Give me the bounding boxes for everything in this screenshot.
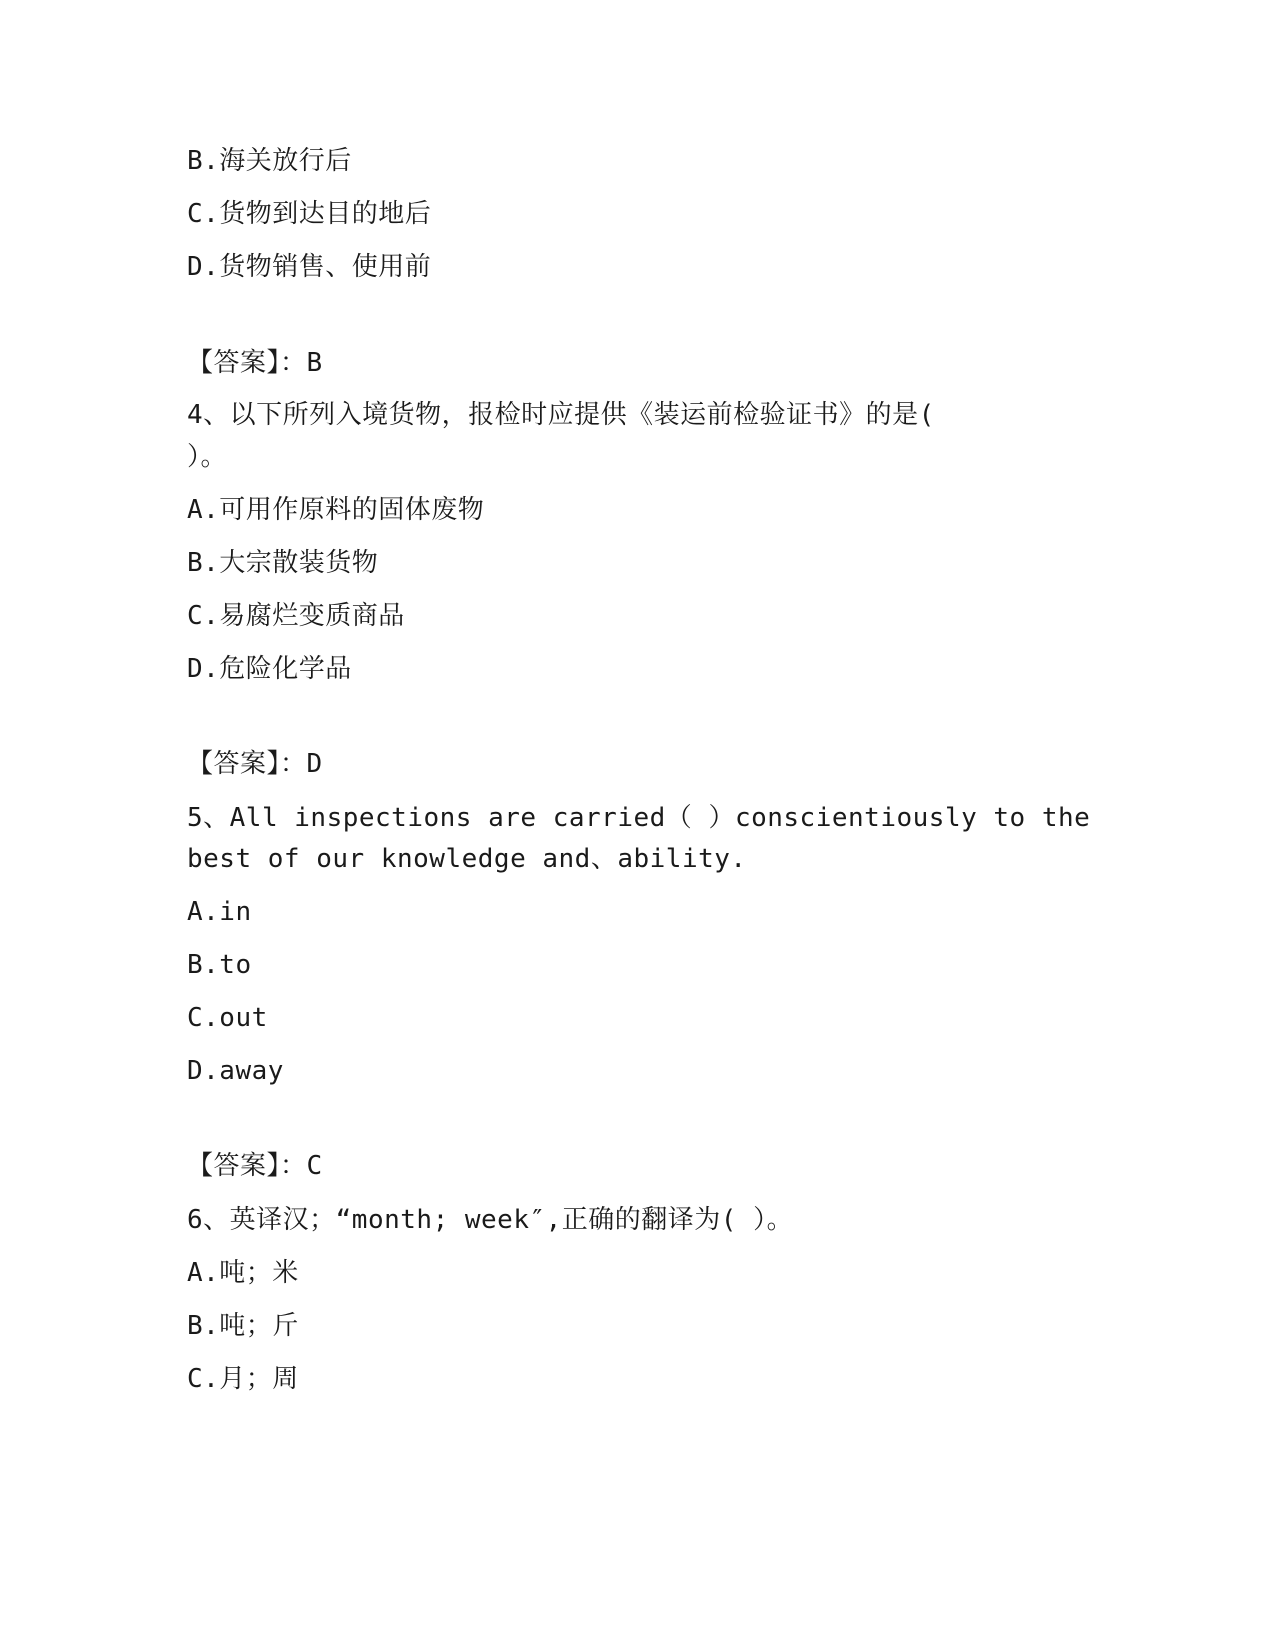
q4-option-b: B.大宗散装货物 (187, 548, 379, 578)
q4-question-line2: ）。 (187, 442, 228, 472)
q4-option-a: A.可用作原料的固体废物 (187, 495, 485, 525)
q6-question: 6、英译汉；“month; week″,正确的翻译为( ）。 (187, 1205, 794, 1235)
q4-answer: 【答案】：D (187, 749, 323, 779)
q3-option-d: D.货物销售、使用前 (187, 252, 432, 282)
q5-option-c: C.out (187, 1003, 268, 1033)
q6-option-b: B.吨；斤 (187, 1311, 299, 1341)
q5-answer: 【答案】：C (187, 1151, 323, 1181)
q5-option-a: A.in (187, 897, 252, 927)
q6-option-a: A.吨；米 (187, 1258, 299, 1288)
q3-option-b: B.海关放行后 (187, 146, 352, 176)
q5-option-d: D.away (187, 1056, 284, 1086)
q4-question-line1: 4、以下所列入境货物，报检时应提供《装运前检验证书》的是( (187, 400, 935, 430)
q4-option-c: C.易腐烂变质商品 (187, 601, 405, 631)
q5-option-b: B.to (187, 950, 252, 980)
q5-question-line1: 5、All inspections are carried（ ）conscientiously to the (187, 803, 1091, 833)
q5-question-line2: best of our knowledge and、ability. (187, 844, 747, 874)
q6-option-c: C.月；周 (187, 1364, 299, 1394)
q4-option-d: D.危险化学品 (187, 654, 352, 684)
q3-option-c: C.货物到达目的地后 (187, 199, 432, 229)
q3-answer: 【答案】：B (187, 348, 323, 378)
